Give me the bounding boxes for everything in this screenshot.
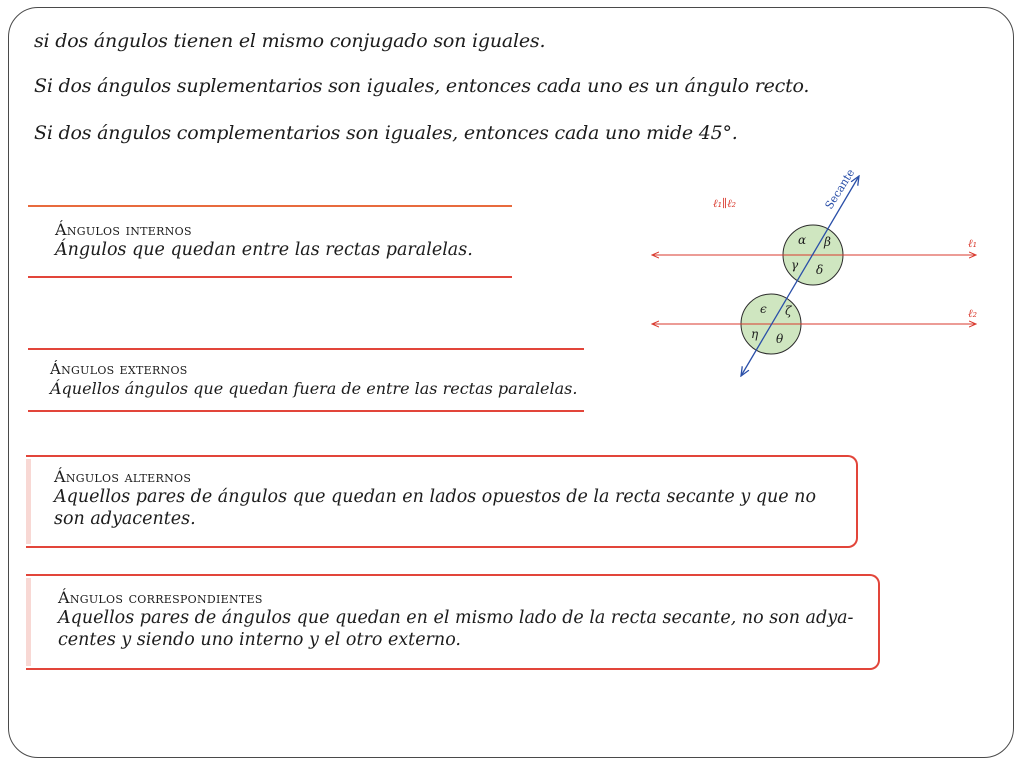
- line1-label: ℓ₁: [968, 237, 977, 250]
- definition-angulos-externos: [28, 348, 584, 412]
- secant-line: [741, 176, 859, 376]
- definition-text: Aquellos pares de ángulos que quedan en el mismo lado de la recta secante, no son adya-centes y siendo uno interno y el otro externo.: [58, 608, 854, 650]
- definition-text: Áquellos ángulos que quedan fuera de entre las rectas paralelas.: [50, 379, 578, 398]
- parallel-label: ℓ₁∥ℓ₂: [713, 197, 737, 210]
- statement-complementarios: Si dos ángulos complementarios son iguales, entonces cada uno mide 45°.: [34, 122, 738, 144]
- angle-beta: β: [824, 235, 831, 249]
- statement-suplementarios: Si dos ángulos suplementarios son iguales, entonces cada uno es un ángulo recto.: [34, 75, 810, 97]
- angle-alpha: α: [798, 233, 807, 247]
- line2-label: ℓ₂: [968, 307, 977, 320]
- angle-theta: θ: [776, 332, 784, 346]
- angle-zeta: ζ: [785, 304, 792, 318]
- angle-gamma: γ: [791, 258, 799, 272]
- definition-title: Ángulos internos: [55, 220, 192, 239]
- angle-delta: δ: [816, 263, 824, 277]
- definition-text: Ángulos que quedan entre las rectas paralelas.: [55, 240, 473, 260]
- angle-eta: η: [751, 327, 759, 341]
- definition-angulos-correspondientes: [26, 574, 880, 670]
- angle-epsilon: ϵ: [760, 302, 767, 316]
- definition-title: Ángulos correspondientes: [58, 588, 263, 607]
- definition-angulos-alternos: [26, 455, 858, 548]
- definition-title: Ángulos alternos: [54, 467, 192, 486]
- definition-title: Ángulos externos: [50, 360, 188, 378]
- statement-conjugado: si dos ángulos tienen el mismo conjugado son iguales.: [34, 30, 546, 52]
- definition-text: Aquellos pares de ángulos que quedan en lados opuestos de la recta secante y que no son adyacentes.: [54, 487, 816, 529]
- parallel-lines-diagram: [640, 160, 990, 390]
- secant-label: Secante: [822, 166, 858, 212]
- definition-angulos-internos: [28, 205, 512, 278]
